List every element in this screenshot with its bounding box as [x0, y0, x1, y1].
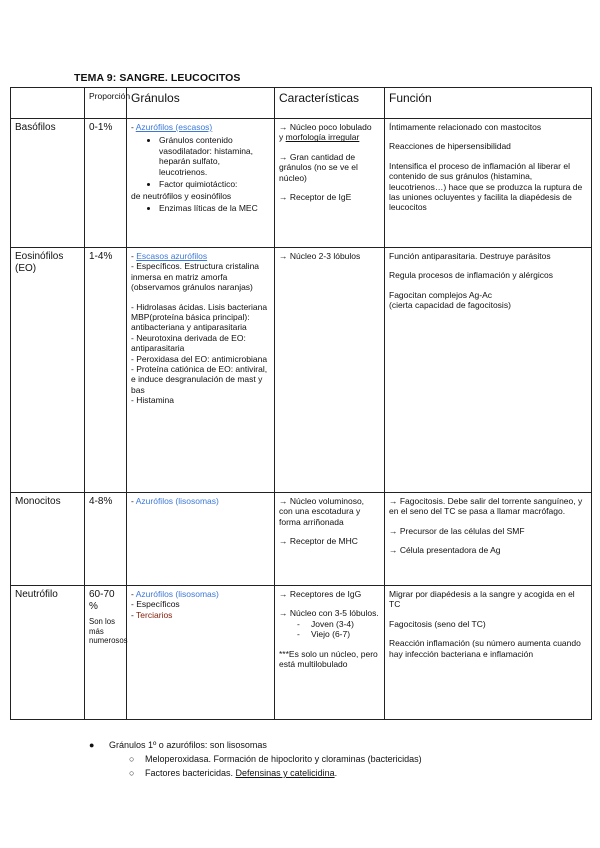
char-line: → Gran cantidad de gránulos (no se ve el núcleo)	[279, 151, 358, 183]
table-row-eosinofilos	[11, 248, 592, 493]
char-line: → Núcleo 2-3 lóbulos	[279, 251, 361, 261]
footer-notes	[89, 738, 422, 780]
func-line: Fagocitan complejos Ag-Ac	[389, 289, 492, 300]
char-line: y morfología irregular	[279, 132, 360, 143]
char-line: → Receptores de IgG	[279, 589, 362, 599]
func-line: (cierta capacidad de fagocitosis)	[389, 300, 511, 311]
row-name: Monocitos	[11, 493, 85, 586]
table-row-monocitos	[11, 493, 592, 586]
table-row-basofilos	[11, 119, 592, 248]
char-subline: - Viejo (6-7)	[297, 629, 351, 640]
sub-bullet-icon: ○	[129, 768, 135, 778]
page-title: TEMA 9: SANGRE. LEUCOCITOS	[74, 72, 241, 84]
row-proportion: 1-4%	[85, 248, 127, 493]
bullet-icon: ●	[89, 740, 95, 750]
granule-azurophil-text: Azurófilos (lisosomas)	[135, 589, 219, 599]
proportion-note: Son los más numerosos	[89, 617, 128, 645]
leukocyte-table	[10, 87, 592, 720]
characteristics-cell	[275, 493, 385, 586]
granule-line: - Histamina	[131, 395, 174, 406]
table-header-row	[11, 88, 592, 119]
func-line: Íntimamente relacionado con mastocitos	[389, 122, 542, 132]
row-proportion: 0-1%	[85, 119, 127, 248]
char-line: → Núcleo con 3-5 lóbulos.	[279, 608, 379, 619]
header-proportion: Proporción	[85, 88, 127, 119]
func-line: Intensifica el proceso de inflamación al liberar el contenido de sus gránulos (histamina, leucotrienos…) hace que se produzca la ruptura de las uniones ocluyentes y facilita la diapédesis de leucocitos	[389, 160, 583, 213]
list-item: • Enzimas líticas de la MEC	[159, 203, 270, 213]
row-proportion: 4-8%	[85, 493, 127, 586]
header-granules: Gránulos	[127, 88, 275, 119]
table-row-neutrofilo	[11, 586, 592, 720]
func-line: hay infección bacteriana e inflamación	[389, 648, 534, 659]
row-name: Eosinófilos (EO)	[11, 248, 85, 493]
footer-sub-line: ○ Factores bactericidas. Defensinas y catelicidina.	[129, 768, 338, 778]
list-item: • Gránulos contenido vasodilatador: histamina, heparán sulfato, leucotrienos.	[159, 135, 270, 177]
func-line: Reacción inflamación (su número aumenta cuando	[389, 638, 581, 649]
granules-cell	[127, 119, 275, 248]
granule-line: - Proteína catiónica de EO: antiviral, e induce desgranulación de mast y bas	[131, 364, 268, 395]
granules-cell	[127, 586, 275, 720]
func-line: → Célula presentadora de Ag	[389, 545, 501, 556]
characteristics-cell	[275, 119, 385, 248]
row-proportion	[85, 586, 127, 720]
granule-line: - Escasos azurófilos	[131, 251, 208, 261]
granule-line: - Específicos. Estructura cristalina inmersa en matriz amorfa (observamos gránulos naranjas)	[131, 261, 260, 293]
granule-line: de neutrófilos y eosinófilos	[131, 191, 232, 202]
header-characteristics: Características	[275, 88, 385, 119]
row-name: Basófilos	[11, 119, 85, 248]
char-line: → Receptor de MHC	[279, 536, 358, 547]
granule-line: - Peroxidasa del EO: antimicrobiana	[131, 353, 268, 364]
underlined-text: morfología irregular	[285, 132, 360, 143]
char-line: ***Es solo un núcleo, pero está multilobulado	[279, 648, 378, 670]
func-line: Función antiparasitaria. Destruye parásitos	[389, 251, 551, 261]
function-cell	[385, 119, 592, 248]
func-line: Migrar por diapédesis a la sangre y acogida en el TC	[389, 589, 575, 610]
granules-cell	[127, 493, 275, 586]
granule-line: MBP(proteína básica principal): antibacteriana y antiparasitaria	[131, 312, 250, 333]
granule-line: - Neurotoxina derivada de EO: antiparasitaria	[131, 332, 246, 354]
granule-sublist	[131, 203, 270, 213]
granule-line: - Específicos	[131, 599, 180, 610]
header-empty	[11, 88, 85, 119]
granule-azurophil-text: Azurófilos (lisosomas)	[135, 496, 219, 506]
granule-azurophil-link[interactable]: Azurófilos (escasos)	[135, 122, 213, 132]
list-item: • Factor quimiotáctico:	[159, 179, 270, 189]
characteristics-cell	[275, 248, 385, 493]
underlined-text: Defensinas y catelicidina	[235, 768, 335, 778]
char-subline: - Joven (3-4)	[297, 618, 354, 629]
granule-line: - Hidrolasas ácidas. Lisis bacteriana	[131, 301, 268, 312]
sub-bullet-icon: ○	[129, 754, 135, 764]
proportion-value: 60-70 %	[89, 589, 115, 612]
footer-sub-line: ○ Meloperoxidasa. Formación de hipoclorito y cloraminas (bactericidas)	[129, 754, 422, 764]
function-cell	[385, 586, 592, 720]
function-cell	[385, 493, 592, 586]
func-line: Fagocitosis (seno del TC)	[389, 618, 486, 629]
function-cell	[385, 248, 592, 493]
char-line: → Receptor de IgE	[279, 192, 352, 203]
func-line: Reacciones de hipersensibilidad	[389, 141, 511, 152]
func-line: Regula procesos de inflamación y alérgicos	[389, 270, 553, 281]
granule-azurophil-link[interactable]: Escasos azurófilos	[136, 251, 208, 261]
row-name: Neutrófilo	[11, 586, 85, 720]
granule-line: - Terciarios	[131, 609, 173, 620]
granule-line: - Azurófilos (lisosomas)	[131, 496, 219, 506]
footer-bullet-line: ● Gránulos 1º o azurófilos: son lisosomas	[89, 740, 267, 750]
granule-tertiary-text: Terciarios	[136, 609, 173, 620]
header-function: Función	[385, 88, 592, 119]
char-line: → Núcleo poco lobulado	[279, 122, 372, 132]
characteristics-cell	[275, 586, 385, 720]
granule-line: - Azurófilos (escasos)	[131, 122, 213, 132]
granule-line: - Azurófilos (lisosomas)	[131, 589, 219, 599]
char-line: → Núcleo voluminoso, con una escotadura y forma arriñonada	[279, 496, 365, 527]
func-line: → Precursor de las células del SMF	[389, 525, 525, 536]
func-line: → Fagocitosis. Debe salir del torrente sanguíneo, y en el seno del TC se pasa a llamar macrófago.	[389, 496, 583, 517]
granule-sublist	[131, 135, 270, 189]
granules-cell	[127, 248, 275, 493]
